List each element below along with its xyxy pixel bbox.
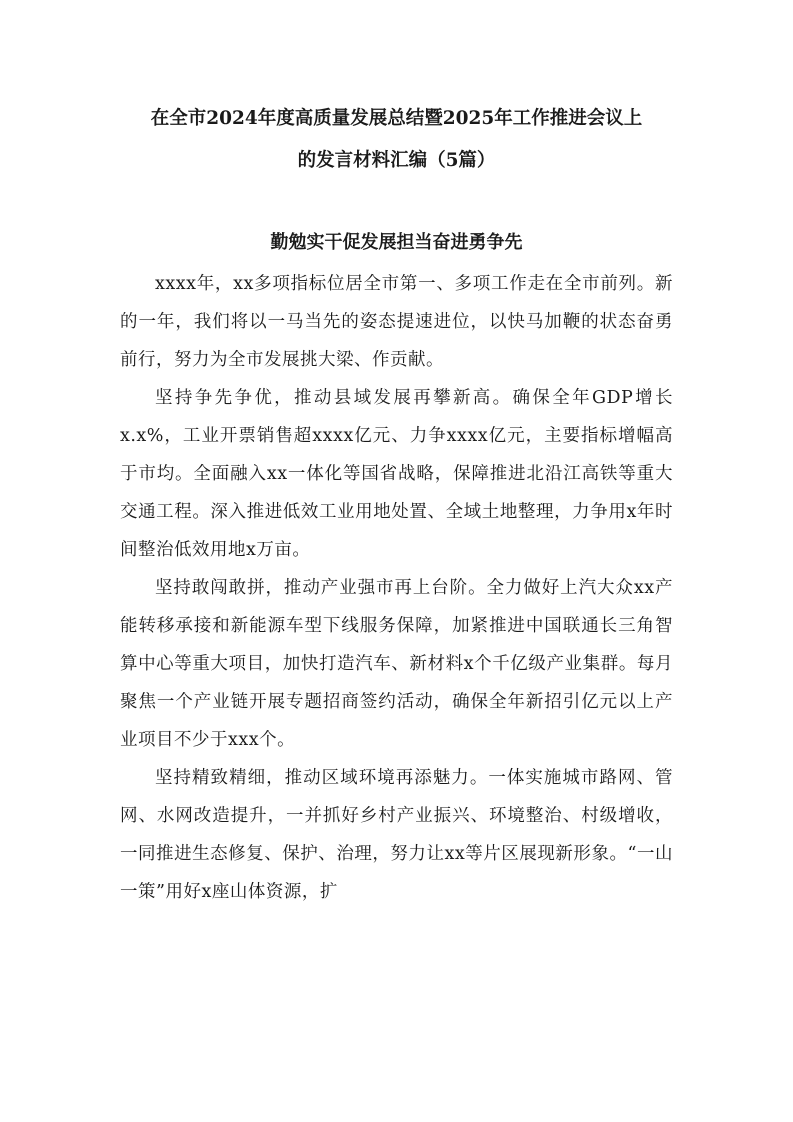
section-title: 勤勉实干促发展担当奋进勇争先 (270, 232, 523, 253)
document-title-line-1: 在全市2024年度高质量发展总结暨2025年工作推进会议上 (150, 108, 643, 129)
paragraph-4: 坚持精致精细，推动区域环境再添魅力。一体实施城市路网、管网、水网改造提升，一并抓好乡村产业振兴、环境整治、村级增收，一同推进生态修复、保护、治理，努力让xx等片区展现新形象。“一山一策”用好x座山体资源，扩 (120, 768, 673, 902)
paragraph-2: 坚持争先争优，推动县域发展再攀新高。确保全年GDP增长x.x%，工业开票销售超xxxx亿元、力争xxxx亿元，主要指标增幅高于市均。全面融入xx一体化等国省战略，保障推进北沿江高铁等重大交通工程。深入推进低效工业用地处置、全域土地整理，力争用x年时间整治低效用地x万亩。 (120, 388, 673, 560)
document-body (120, 265, 673, 911)
document-title (110, 98, 683, 182)
paragraph-3: 坚持敢闯敢拼，推动产业强市再上台阶。全力做好上汽大众xx产能转移承接和新能源车型下线服务保障，加紧推进中国联通长三角智算中心等重大项目，加快打造汽车、新材料x个千亿级产业集群。每月聚焦一个产业链开展专题招商签约活动，确保全年新招引亿元以上产业项目不少于xxx个。 (120, 578, 673, 750)
paragraph-1: xxxx年，xx多项指标位居全市第一、多项工作走在全市前列。新的一年，我们将以一马当先的姿态提速进位，以快马加鞭的状态奋勇前行，努力为全市发展挑大梁、作贡献。 (120, 274, 673, 370)
document-title-line-2: 的发言材料汇编（5篇） (297, 150, 496, 171)
